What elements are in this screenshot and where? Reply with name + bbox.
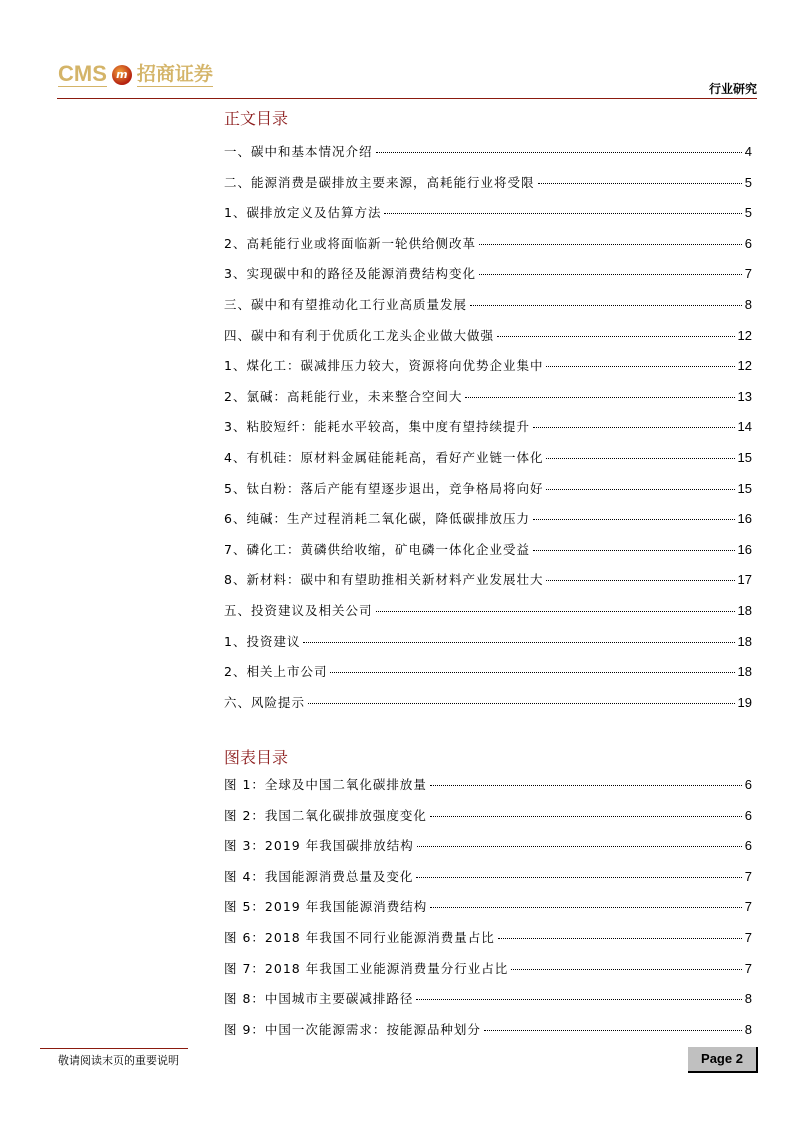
- toc-entry[interactable]: [224, 509, 752, 540]
- toc-entry[interactable]: [224, 479, 752, 510]
- entry-page: 19: [737, 694, 752, 710]
- company-logo: [58, 62, 213, 87]
- entry-page: 18: [737, 602, 752, 618]
- dot-leader: [546, 366, 734, 367]
- entry-label: 2、相关上市公司: [224, 664, 328, 680]
- entry-label: 三、碳中和有望推动化工行业高质量发展: [224, 296, 468, 312]
- entry-page: 16: [737, 511, 752, 527]
- entry-page: 6: [744, 777, 752, 792]
- dot-leader: [308, 703, 735, 704]
- toc-title: 正文目录: [224, 109, 289, 128]
- toc-entry[interactable]: [224, 570, 752, 601]
- entry-label: 图 4：我国能源消费总量及变化: [224, 868, 414, 884]
- toc-entry[interactable]: [224, 234, 752, 265]
- entry-page: 8: [744, 296, 752, 312]
- toc-entry[interactable]: [224, 693, 752, 724]
- figure-entry[interactable]: [224, 989, 752, 1020]
- dot-leader: [303, 642, 734, 643]
- toc-entry[interactable]: [224, 142, 752, 173]
- dot-leader: [376, 611, 735, 612]
- entry-label: 四、碳中和有利于优质化工龙头企业做大做强: [224, 327, 495, 343]
- toc-entry[interactable]: [224, 295, 752, 326]
- footer-disclaimer: 敬请阅读末页的重要说明: [58, 1054, 179, 1067]
- entry-label: 六、风险提示: [224, 694, 306, 710]
- entry-label: 5、钛白粉：落后产能有望逐步退出，竞争格局将向好: [224, 480, 544, 496]
- entry-label: 8、新材料：碳中和有望助推相关新材料产业发展壮大: [224, 572, 544, 588]
- dot-leader: [376, 152, 742, 153]
- entry-label: 2、高耗能行业或将面临新一轮供给侧改革: [224, 235, 476, 251]
- dot-leader: [384, 213, 741, 214]
- figure-entry[interactable]: [224, 867, 752, 898]
- toc-entry[interactable]: [224, 203, 752, 234]
- dot-leader: [546, 489, 734, 490]
- figure-entry[interactable]: [224, 1020, 752, 1051]
- entry-label: 图 8：中国城市主要碳减排路径: [224, 991, 414, 1007]
- dot-leader: [511, 969, 742, 970]
- entry-page: 18: [737, 633, 752, 649]
- entry-page: 6: [744, 838, 752, 854]
- entry-page: 7: [744, 868, 752, 884]
- dot-leader: [479, 244, 742, 245]
- entry-page: 15: [737, 449, 752, 465]
- entry-page: 18: [737, 664, 752, 680]
- entry-label: 图 9：中国一次能源需求：按能源品种划分: [224, 1021, 481, 1037]
- page-number: Page 2: [688, 1047, 758, 1073]
- entry-label: 2、氯碱：高耗能行业，未来整合空间大: [224, 388, 463, 404]
- entry-page: 6: [744, 807, 752, 823]
- toc-entry[interactable]: [224, 662, 752, 693]
- toc-entry[interactable]: [224, 356, 752, 387]
- entry-page: 12: [737, 358, 752, 374]
- entry-label: 图 2：我国二氧化碳排放强度变化: [224, 807, 427, 823]
- toc-entry[interactable]: [224, 601, 752, 632]
- toc-entry[interactable]: [224, 264, 752, 295]
- entry-label: 4、有机硅：原材料金属硅能耗高，看好产业链一体化: [224, 449, 544, 465]
- entry-label: 1、碳排放定义及估算方法: [224, 205, 382, 221]
- entry-page: 5: [744, 174, 752, 190]
- toc-entry[interactable]: [224, 326, 752, 357]
- entry-page: 7: [744, 929, 752, 945]
- entry-page: 6: [744, 235, 752, 251]
- entry-label: 图 5：2019 年我国能源消费结构: [224, 899, 428, 915]
- dot-leader: [465, 397, 734, 398]
- footer-divider: [40, 1048, 188, 1049]
- dot-leader: [479, 274, 742, 275]
- entry-page: 12: [737, 327, 752, 343]
- entry-page: 7: [744, 960, 752, 976]
- entry-label: 图 6：2018 年我国不同行业能源消费量占比: [224, 929, 495, 945]
- entry-label: 图 3：2019 年我国碳排放结构: [224, 838, 414, 854]
- header-divider: [57, 98, 757, 99]
- entry-label: 3、粘胶短纤：能耗水平较高，集中度有望持续提升: [224, 419, 530, 435]
- dot-leader: [430, 816, 742, 817]
- entry-label: 二、能源消费是碳排放主要来源，高耗能行业将受限: [224, 174, 535, 190]
- toc-entry[interactable]: [224, 417, 752, 448]
- toc-entry[interactable]: [224, 387, 752, 418]
- entry-page: 13: [737, 388, 752, 404]
- figure-entry[interactable]: [224, 775, 752, 806]
- dot-leader: [538, 183, 742, 184]
- figure-entry[interactable]: [224, 806, 752, 837]
- dot-leader: [416, 877, 741, 878]
- entry-label: 7、磷化工：黄磷供给收缩，矿电磷一体化企业受益: [224, 541, 530, 557]
- entry-label: 五、投资建议及相关公司: [224, 602, 373, 618]
- logo-latin: CMS: [58, 61, 107, 86]
- toc-entry[interactable]: [224, 173, 752, 204]
- toc-entry[interactable]: [224, 540, 752, 571]
- entry-label: 1、煤化工：碳减排压力较大，资源将向优势企业集中: [224, 358, 544, 374]
- entry-page: 5: [744, 205, 752, 221]
- dot-leader: [484, 1030, 742, 1031]
- figure-entry[interactable]: [224, 928, 752, 959]
- entry-label: 一、碳中和基本情况介绍: [224, 144, 373, 159]
- toc-list: [224, 142, 752, 723]
- entry-page: 7: [744, 899, 752, 915]
- figures-title: 图表目录: [224, 748, 289, 767]
- toc-entry[interactable]: [224, 632, 752, 663]
- entry-label: 图 1：全球及中国二氧化碳排放量: [224, 777, 427, 792]
- report-category: 行业研究: [708, 82, 757, 96]
- figures-list: [224, 775, 752, 1050]
- entry-label: 3、实现碳中和的路径及能源消费结构变化: [224, 266, 476, 282]
- dot-leader: [546, 458, 734, 459]
- dot-leader: [430, 785, 742, 786]
- dot-leader: [330, 672, 734, 673]
- entry-label: 6、纯碱：生产过程消耗二氧化碳，降低碳排放压力: [224, 511, 530, 527]
- entry-page: 14: [737, 419, 752, 435]
- figure-entry[interactable]: [224, 836, 752, 867]
- toc-entry[interactable]: [224, 448, 752, 479]
- entry-page: 15: [737, 480, 752, 496]
- entry-page: 7: [744, 266, 752, 282]
- dot-leader: [470, 305, 742, 306]
- dot-leader: [497, 336, 735, 337]
- entry-page: 8: [744, 991, 752, 1007]
- dot-leader: [417, 846, 742, 847]
- dot-leader: [498, 938, 742, 939]
- dot-leader: [533, 519, 735, 520]
- entry-page: 8: [744, 1021, 752, 1037]
- dot-leader: [416, 999, 741, 1000]
- entry-page: 17: [737, 572, 752, 588]
- dot-leader: [533, 427, 735, 428]
- figure-entry[interactable]: [224, 959, 752, 990]
- entry-label: 1、投资建议: [224, 633, 301, 649]
- logo-emblem-icon: m: [112, 65, 132, 85]
- dot-leader: [430, 907, 742, 908]
- entry-page: 4: [744, 144, 752, 159]
- entry-label: 图 7：2018 年我国工业能源消费量分行业占比: [224, 960, 509, 976]
- figure-entry[interactable]: [224, 897, 752, 928]
- logo-chinese: 招商证券: [136, 63, 213, 85]
- entry-page: 16: [737, 541, 752, 557]
- dot-leader: [533, 550, 735, 551]
- dot-leader: [546, 580, 734, 581]
